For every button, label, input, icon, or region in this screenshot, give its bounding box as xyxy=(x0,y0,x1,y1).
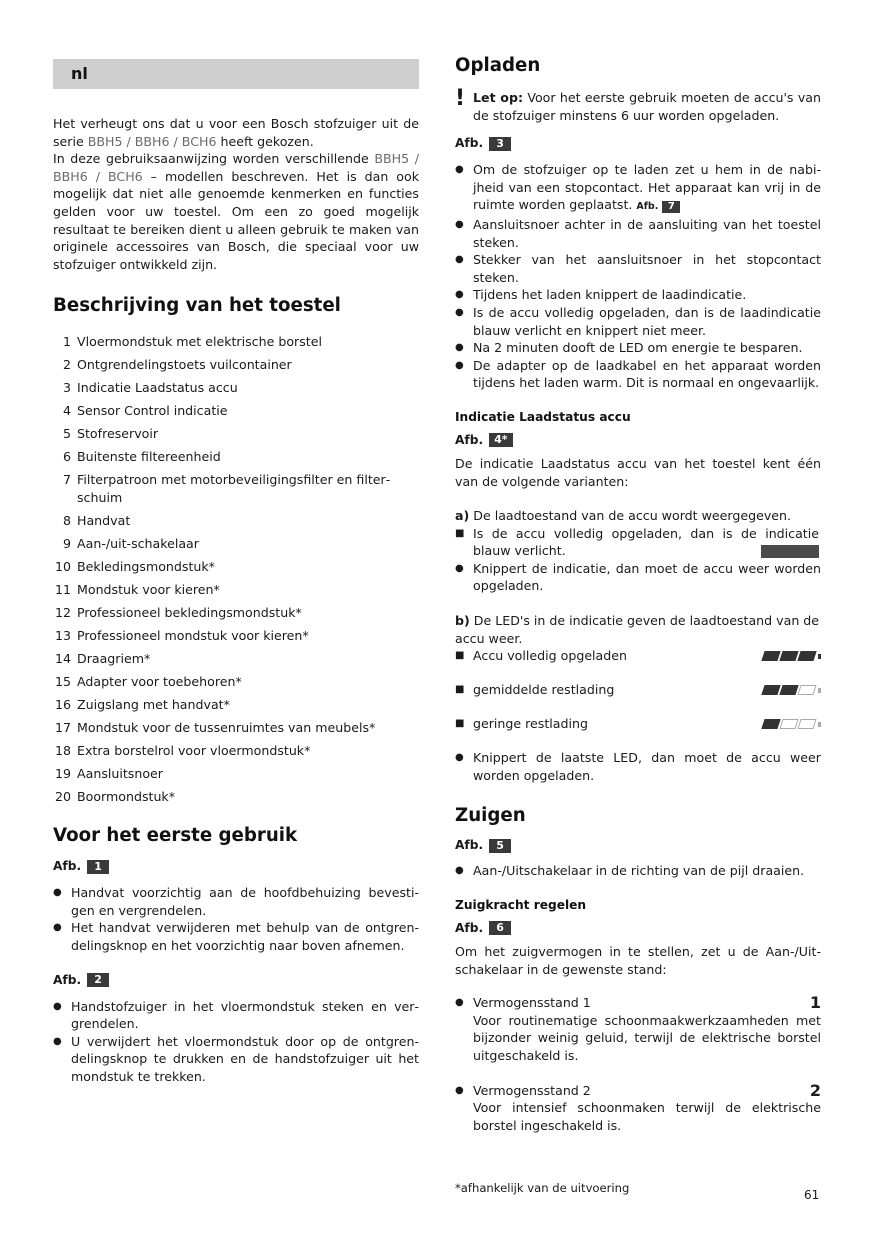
variant-text: De laadtoestand van de accu wordt weergegeven. xyxy=(469,508,792,524)
list-item xyxy=(53,448,419,466)
list-item xyxy=(53,696,419,714)
list-item xyxy=(53,1033,419,1086)
bullet-icon: ● xyxy=(53,922,62,934)
bullet-icon: ● xyxy=(455,997,464,1009)
battery-level-icon xyxy=(763,647,821,665)
item-text: Extra borstelrol voor vloermondstuk* xyxy=(77,742,311,758)
power-level xyxy=(473,994,821,1064)
level-label-wrap xyxy=(455,647,763,665)
power-level-description: Voor routinematige schoonmaakwerkzaamheden met bijzonder weinig geluid, terwijl de elektrische borstel uitgeschakeld is. xyxy=(473,1012,821,1063)
list-item xyxy=(53,471,419,506)
power-levels-list xyxy=(455,994,821,1134)
list-item xyxy=(53,627,419,645)
item-number: 15 xyxy=(54,673,71,689)
item-number: 16 xyxy=(54,696,71,712)
power-level-number: 1 xyxy=(809,993,821,1013)
item-number: 18 xyxy=(54,742,71,758)
warning-icon: ! xyxy=(455,86,466,111)
item-number: 2 xyxy=(62,357,71,373)
bullet-icon: ● xyxy=(53,887,62,899)
afb-label: Afb. xyxy=(455,920,484,935)
level-label-wrap xyxy=(455,715,763,733)
item-text: Stofreservoir xyxy=(77,426,159,442)
battery-segment xyxy=(779,685,798,695)
item-text: De adapter op de laadkabel en het apparaat worden tijdens het laden warm. Dit is normaal en ongevaarlijk. xyxy=(473,357,821,391)
item-text: Vloermondstuk met elektrische borstel xyxy=(77,334,322,350)
item-text: Professioneel mondstuk voor kieren* xyxy=(77,627,309,643)
footnote: *afhankelijk van de uitvoering xyxy=(455,1181,630,1195)
figure-ref-5 xyxy=(455,837,821,854)
bullet-icon: ● xyxy=(455,289,464,301)
afb-label: Afb. xyxy=(455,432,484,447)
list-item xyxy=(53,581,419,599)
bullet-icon: ● xyxy=(455,254,464,266)
subsection-title-regulate: Zuigkracht regelen xyxy=(455,897,587,912)
figure-ref-6 xyxy=(455,920,821,937)
variant-b xyxy=(455,612,821,647)
note-label: Let op: xyxy=(473,90,523,105)
list-item xyxy=(53,535,419,553)
list-item xyxy=(455,994,821,1064)
battery-segment xyxy=(761,719,780,729)
list-item xyxy=(455,525,821,560)
item-text: Bekledingsmondstuk* xyxy=(77,558,215,574)
battery-tip xyxy=(818,688,821,693)
item-number: 7 xyxy=(62,472,71,488)
variant-b-last xyxy=(455,749,821,784)
battery-segment xyxy=(797,685,816,695)
list-item xyxy=(53,379,419,397)
warning-text xyxy=(473,89,821,124)
item-text: Professioneel bekledingsmondstuk* xyxy=(77,604,302,620)
power-level-header xyxy=(473,994,821,1012)
variant-a xyxy=(455,507,821,525)
variant-label: a) xyxy=(455,508,470,524)
item-text: Buitenste filtereenheid xyxy=(77,449,221,465)
item-text: Adapter voor toebehoren* xyxy=(77,673,242,689)
list-item xyxy=(53,919,419,954)
list-item xyxy=(53,765,419,783)
battery-tip xyxy=(818,722,821,727)
intro-paragraph-1 xyxy=(53,115,419,150)
suction-steps xyxy=(455,862,821,880)
item-number: 1 xyxy=(62,334,71,350)
item-number: 4 xyxy=(62,403,71,419)
item-text: Draagriem* xyxy=(77,650,151,666)
item-text: Ontgrendelingstoets vuilcontainer xyxy=(77,357,292,373)
list-item xyxy=(53,719,419,737)
list-item xyxy=(53,512,419,530)
intro-text: – modellen beschreven. Het is dan ook mogelijk dat niet alle genoemde kenmerken en functies gelden voor uw toestel. Om een zo goed mogelijk resultaat te bereiken dient u alleen gebruik te maken van originele accessoires van Bosch, die speciaal voor uw stofzuiger ontwikkeld zijn. xyxy=(53,168,419,272)
level-label-wrap xyxy=(455,681,763,699)
bullet-icon: ● xyxy=(455,164,464,176)
battery-segment xyxy=(761,685,780,695)
item-text: Aansluitsnoer achter in de aansluiting van het toestel steken. xyxy=(473,216,821,250)
item-text: Het handvat verwijderen met behulp van de ontgrendelingsknop en het voorzichtig naar boven afnemen. xyxy=(71,920,419,954)
bullet-icon: ● xyxy=(455,342,464,354)
battery-segment xyxy=(797,651,816,661)
item-text: Is de accu volledig opgeladen, dan is de indicatie blauw verlicht. xyxy=(473,525,819,559)
figure-badge: 3 xyxy=(489,137,511,151)
battery-segment xyxy=(779,719,798,729)
list-item xyxy=(455,560,821,595)
language-header: nl xyxy=(53,59,419,89)
section-title-description: Beschrijving van het toestel xyxy=(53,295,341,317)
item-text: Sensor Control indicatie xyxy=(77,403,228,419)
item-text: Stekker van het aansluitsnoer in het stopcontact steken. xyxy=(473,252,821,285)
item-text: Knippert de indicatie, dan moet de accu weer worden opgeladen. xyxy=(473,560,821,594)
list-item xyxy=(53,402,419,420)
list-item xyxy=(53,884,419,919)
square-bullet-icon: ■ xyxy=(455,650,465,662)
bullet-icon: ● xyxy=(455,865,464,877)
list-item xyxy=(455,339,821,357)
parts-list xyxy=(53,333,419,805)
section-title-first-use: Voor het eerste gebruik xyxy=(53,825,298,847)
item-text: Mondstuk voor de tussenruimtes van meubels* xyxy=(77,719,376,735)
bullet-icon: ● xyxy=(455,752,464,764)
list-item xyxy=(455,357,821,392)
left-column xyxy=(53,59,419,1086)
item-text: Boormondstuk* xyxy=(77,788,176,804)
indicator-intro: De indicatie Laadstatus accu van het toestel kent één van de volgende varianten: xyxy=(455,455,821,489)
figure-ref-1 xyxy=(53,858,419,875)
item-text: Knippert de laatste LED, dan moet de accu weer worden opgeladen. xyxy=(473,750,821,783)
afb-label: Afb. xyxy=(455,838,484,853)
item-number: 11 xyxy=(54,581,71,597)
suction-intro: Om het zuigvermogen in te stellen, zet u de Aan-/Uitschakelaar in de gewenste stand: xyxy=(455,943,821,977)
list-item xyxy=(53,558,419,576)
item-number: 19 xyxy=(54,765,71,781)
power-level-name: Vermogensstand 2 xyxy=(473,1082,591,1098)
item-number: 12 xyxy=(54,604,71,620)
square-bullet-icon: ■ xyxy=(455,684,465,696)
battery-segment xyxy=(797,719,816,729)
list-item xyxy=(53,998,419,1033)
item-text: Na 2 minuten dooft de LED om energie te besparen. xyxy=(473,340,803,356)
afb-label: Afb. xyxy=(455,136,484,151)
bullet-icon: ● xyxy=(455,359,464,371)
item-text: U verwijdert het vloermondstuk door op de ontgrendelingsknop te drukken en de handstofzuiger uit het mondstuk te trekken. xyxy=(71,1033,419,1084)
list-item xyxy=(455,286,821,304)
afb-label: Afb. xyxy=(53,859,82,874)
section-title-suction: Zuigen xyxy=(455,805,526,827)
list-item xyxy=(455,251,821,286)
list-item xyxy=(455,862,821,880)
item-text: geringe restlading xyxy=(473,716,588,732)
list-item xyxy=(455,647,821,665)
item-text: Is de accu volledig opgeladen, dan is de laadindicatie blauw verlicht en knippert niet meer. xyxy=(473,304,821,338)
power-level xyxy=(473,1082,821,1135)
intro-paragraph-2 xyxy=(53,150,419,273)
item-number: 17 xyxy=(54,719,71,735)
charging-steps-more xyxy=(455,216,821,392)
first-use-steps-1 xyxy=(53,884,419,954)
list-item xyxy=(455,304,821,339)
battery-level-icon xyxy=(763,681,821,699)
intro-text: heeft gekozen. xyxy=(216,133,314,149)
item-text: Tijdens het laden knippert de laadindicatie. xyxy=(473,287,747,303)
bullet-icon: ● xyxy=(53,1000,62,1012)
bullet-icon: ● xyxy=(455,306,464,318)
section-title-charging: Opladen xyxy=(455,55,541,76)
bullet-icon: ● xyxy=(455,562,464,574)
list-item xyxy=(455,749,821,784)
list-item xyxy=(455,161,821,216)
item-text: Om de stofzuiger op te laden zet u hem in de nabijheid van een stopcontact. Het apparaat kan vrij in de ruimte worden geplaatst. xyxy=(473,162,821,213)
item-text: Aan-/Uitschakelaar in de richting van de pijl draaien. xyxy=(473,863,805,879)
figure-badge: 5 xyxy=(489,839,511,853)
warning-note xyxy=(455,86,821,124)
square-bullet-icon: ■ xyxy=(455,718,465,730)
variant-label: b) xyxy=(455,613,470,629)
battery-tip xyxy=(818,654,821,659)
list-item-text xyxy=(473,525,821,560)
item-number: 20 xyxy=(54,788,71,804)
variant-b-list xyxy=(455,647,821,733)
list-item xyxy=(53,425,419,443)
list-item xyxy=(455,715,821,733)
power-level-description: Voor intensief schoonmaken terwijl de elektrische borstel ingeschakeld is. xyxy=(473,1100,821,1133)
list-item xyxy=(53,788,419,806)
page-number: 61 xyxy=(804,1188,820,1202)
list-item-text xyxy=(473,161,821,216)
item-number: 10 xyxy=(54,558,71,574)
battery-segment xyxy=(779,651,798,661)
bullet-icon: ● xyxy=(455,1084,464,1096)
item-text: Indicatie Laadstatus accu xyxy=(77,380,238,396)
list-item xyxy=(455,1082,821,1135)
list-item xyxy=(53,742,419,760)
item-text: Aansluitsnoer xyxy=(77,765,163,781)
battery-level-icon xyxy=(763,715,821,733)
right-column xyxy=(455,54,821,1134)
item-number: 5 xyxy=(62,426,71,442)
item-text: Aan-/uit-schakelaar xyxy=(77,535,199,551)
charging-steps xyxy=(455,161,821,216)
list-item xyxy=(53,604,419,622)
model-names: BBH5 / BBH6 / BCH6 xyxy=(87,133,217,149)
item-number: 3 xyxy=(62,380,71,396)
item-number: 14 xyxy=(54,650,71,666)
intro-text: In deze gebruiksaanwijzing worden verschillende xyxy=(53,151,375,167)
item-text: Handvat xyxy=(77,512,131,528)
subsection-title-indicator: Indicatie Laadstatus accu xyxy=(455,409,631,424)
variant-a-list xyxy=(455,525,821,595)
variant-text: De LED's in de indicatie geven de laadtoestand van de accu weer. xyxy=(455,613,820,646)
figure-ref-4 xyxy=(455,432,821,449)
afb-label: Afb. xyxy=(53,972,82,987)
list-item xyxy=(53,650,419,668)
bullet-icon: ● xyxy=(455,218,464,230)
item-number: 13 xyxy=(54,627,71,643)
intro-text: Het verheugt ons dat u voor een Bosch stofzuiger uit de serie xyxy=(53,116,419,149)
list-item xyxy=(53,333,419,351)
item-text: gemiddelde restlading xyxy=(473,682,615,698)
figure-badge: 6 xyxy=(489,921,511,935)
afb-label: Afb. xyxy=(636,201,659,213)
figure-ref-2 xyxy=(53,972,419,989)
list-item xyxy=(455,216,821,251)
item-number: 9 xyxy=(62,535,71,551)
item-text: Filterpatroon met motorbeveiligingsfilter en filterschuim xyxy=(77,472,391,505)
figure-badge: 4* xyxy=(489,433,512,447)
power-level-number: 2 xyxy=(809,1080,821,1100)
power-level-name: Vermogensstand 1 xyxy=(473,995,591,1011)
battery-segment xyxy=(761,651,780,661)
figure-ref-3 xyxy=(455,135,821,152)
list-item xyxy=(455,681,821,699)
item-text: Handvat voorzichtig aan de hoofdbehuizing bevestigen en vergrendelen. xyxy=(71,885,419,918)
item-text: Handstofzuiger in het vloermondstuk steken en vergrendelen. xyxy=(71,998,419,1032)
figure-badge: 2 xyxy=(87,973,109,987)
list-item xyxy=(53,356,419,374)
figure-badge: 1 xyxy=(87,860,109,874)
note-text: Voor het eerste gebruik moeten de accu's van de stofzuiger minstens 6 uur worden opgeladen. xyxy=(473,90,821,123)
item-number: 8 xyxy=(62,512,71,528)
item-text: Mondstuk voor kieren* xyxy=(77,581,220,597)
item-number: 6 xyxy=(62,449,71,465)
square-bullet-icon: ■ xyxy=(455,527,465,539)
figure-badge: 7 xyxy=(662,201,680,213)
first-use-steps-2 xyxy=(53,998,419,1086)
list-item xyxy=(53,673,419,691)
power-level-header xyxy=(473,1082,821,1100)
item-text: Accu volledig opgeladen xyxy=(473,648,628,664)
item-text: Zuigslang met handvat* xyxy=(77,696,230,712)
bullet-icon: ● xyxy=(53,1035,62,1047)
charge-indicator-lit-icon xyxy=(761,545,819,558)
model-names: BBH5 / BBH6 / BCH6 xyxy=(53,151,419,184)
